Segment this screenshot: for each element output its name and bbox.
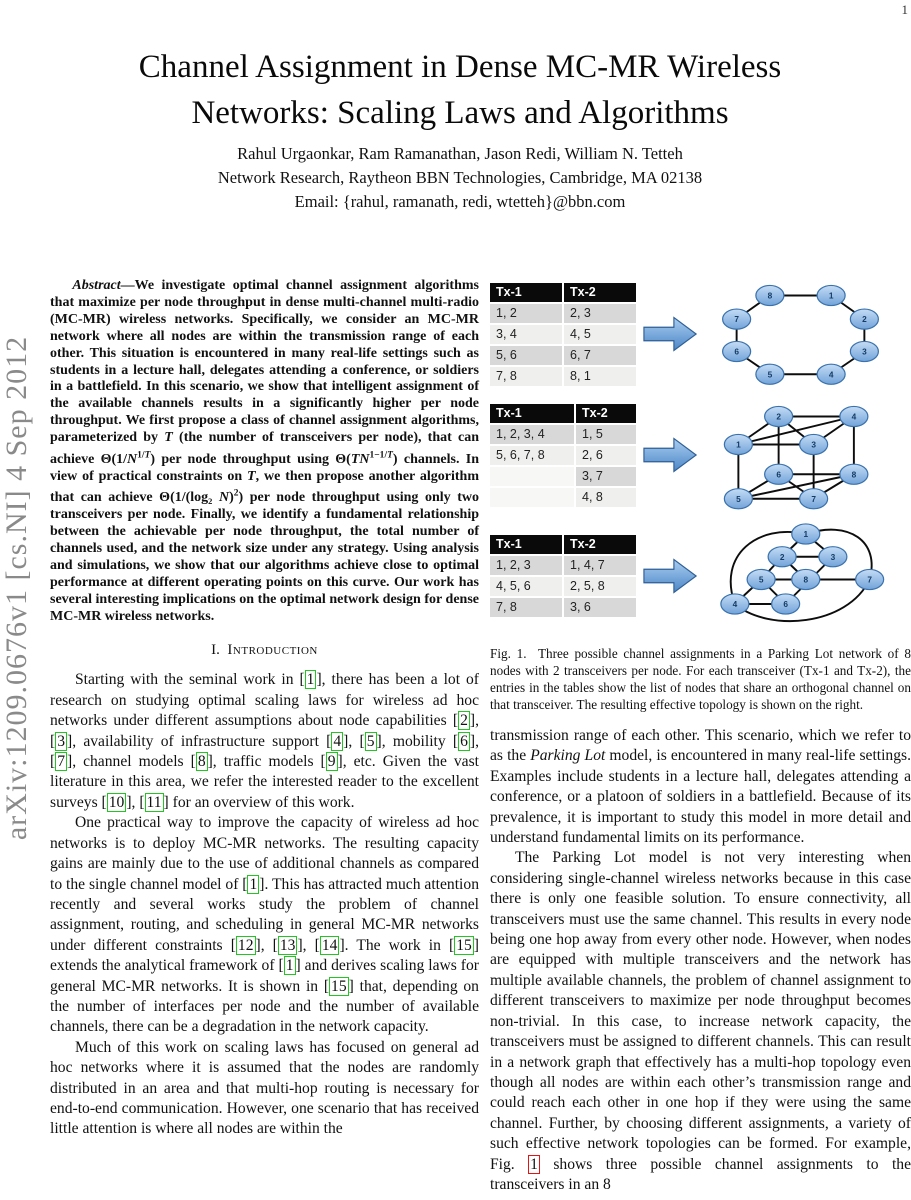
right-column [490,278,911,1195]
graph-node-label: 6 [776,469,781,480]
table-cell: 1, 2 [490,304,562,323]
table-cell: 3, 4 [490,325,562,344]
title-line-1: Channel Assignment in Dense MC-MR Wireless [138,49,782,85]
figure-caption [490,645,911,713]
network-graph-cube [704,399,911,511]
title-line-2: Networks: Scaling Laws and Algorithms [191,95,729,131]
table-cell: 1, 5 [576,425,636,444]
assignment-table-3 [490,535,636,617]
citation-link[interactable]: 14 [321,936,338,954]
figure-link[interactable]: 1 [530,1155,538,1173]
section-heading: I. Introduction [211,642,318,659]
table-cell: 5, 6 [490,346,562,365]
graph-node-label: 7 [734,314,739,325]
graph-node-label: 4 [828,369,834,380]
citation-link[interactable]: 5 [366,732,375,750]
arxiv-watermark: arXiv:1209.0676v1 [cs.NI] 4 Sep 2012 [0,335,33,841]
citation-link[interactable]: 13 [279,936,296,954]
abstract-label: Abstract [72,278,121,293]
abstract [50,278,479,625]
figure-caption-text: Three possible channel assignments in a Parking Lot network of 8 nodes with 2 transceivers per node. For each transceiver (Tx-1 and Tx-2), the entries in the tables show the list of nodes that share an orthogonal channel on that transceiver. The resulting effective topology is shown on the right. [490,646,911,712]
table-header-cell: Tx-1 [490,283,562,302]
graph-node-label: 8 [767,290,773,301]
table-cell: 3, 6 [564,598,636,617]
arrow-icon [642,433,700,477]
citation-link[interactable]: 12 [237,936,254,954]
table-cell: 7, 8 [490,598,562,617]
table-cell: 6, 7 [564,346,636,365]
paragraph: Starting with the seminal work in [ 1 ], there has been a lot of research on studying optimal scaling laws for wireless ad hoc networks under different assumptions about node capabilities [ 2 ], [ 3 ], availability of infrastructure support [ 4 ], [ 5 ], mobility [ 6 ], [ 7 ], channel models [ 8 ], traffic models [ 9 ], etc. Given the vast literature in this area, we refer the interested reader to the excellent surveys [ 10 ], [ 11 ] for an overview of this work. [50,671,479,811]
email-line: Email: {rahul, ramanath, redi, wtetteh}@bbn.com [294,192,626,211]
affiliation-line: Network Research, Raytheon BBN Technologies, Cambridge, MA 02138 [217,168,703,187]
paragraph: One practical way to improve the capacity of wireless ad hoc networks is to deploy MC-MR networks. The resulting capacity gains are mainly due to the use of additional channels as compared to the single channel model of [ 1 ]. This has attracted much attention recently and several works study the problem of channel assignment, routing, and scheduling in general MC-MR networks under different constraints [ 12 ], [ 13 ], [ 14 ]. The work in [ 15 ] extends the analytical framework of [ 1 ] and derives scaling laws for general MC-MR networks. It is shown in [ 15 ] that, depending on the number of interfaces per node and the number of available channels, there can be a degradation in the network capacity. [50,814,479,1036]
graph-node-label: 6 [734,346,739,357]
citation-link[interactable]: 9 [327,753,336,771]
graph-node-label: 3 [811,439,816,450]
network-graph-mixed [704,520,911,632]
table-cell: 3, 7 [576,467,636,486]
table-cell: 4, 5, 6 [490,577,562,596]
citation-link[interactable]: 15 [456,936,472,954]
table-cell: 1, 2, 3, 4 [490,425,574,444]
graph-node-label: 5 [736,493,741,504]
authors-line: Rahul Urgaonkar, Ram Ramanathan, Jason Redi, William N. Tetteh [237,144,683,163]
paragraph: Much of this work on scaling laws has focused on general ad hoc networks where it is assumed that the nodes are randomly distributed in an area and that multi-hop routing is necessary for end-to-end communication. However, one scenario that has received little attention is where all nodes are within the [50,1038,479,1138]
graph-node-label: 8 [803,574,809,585]
table-cell: 5, 6, 7, 8 [490,446,574,465]
citation-link[interactable]: 3 [57,732,65,750]
graph-node-label: 5 [758,574,764,585]
figure-row-cube [490,399,911,511]
citation-link[interactable]: 6 [460,732,468,750]
table-cell [490,488,574,507]
citation-link[interactable]: 4 [333,732,342,750]
graph-node-label: 1 [736,439,741,450]
table-cell: 7, 8 [490,367,562,386]
graph-node-label: 7 [867,574,872,585]
graph-node-label: 3 [830,551,836,562]
table-header-cell: Tx-2 [564,535,636,554]
table-cell: 8, 1 [564,367,636,386]
graph-node-label: 2 [779,551,785,562]
table-cell: 1, 2, 3 [490,556,562,575]
author-block [40,142,880,214]
citation-link[interactable]: 2 [460,712,468,730]
table-header-cell: Tx-2 [564,283,636,302]
arrow-icon [642,554,700,598]
table-cell: 4, 8 [576,488,636,507]
assignment-table-2 [490,404,636,507]
graph-node-label: 5 [767,369,773,380]
citation-link[interactable]: 8 [197,753,206,771]
graph-node-label: 4 [851,411,857,422]
table-cell: 2, 3 [564,304,636,323]
table-cell: 1, 4, 7 [564,556,636,575]
citation-link[interactable]: 1 [306,671,315,689]
network-graph-ring [704,278,911,390]
figure-row-mixed [490,520,911,632]
graph-node-label: 6 [783,599,788,610]
table-header-cell: Tx-2 [576,404,636,423]
page-number: 1 [901,2,908,17]
arrow-icon [642,312,700,356]
figure-caption-label: Fig. 1. [490,646,527,661]
paragraph: transmission range of each other. This scenario, which we refer to as the Parking Lot model, is encountered in many real-life settings. Examples include students in a lecture hall, delegates attending a conference, or a platoon of soldiers in a battlefield. Because of its prevalence, it is important to study this model in more detail and understand fundamental limits on its performance. [490,727,911,847]
graph-node-label: 1 [803,529,809,540]
citation-link[interactable]: 11 [146,793,162,811]
table-cell: 2, 6 [576,446,636,465]
citation-link[interactable]: 7 [57,753,65,771]
paper-title [40,44,880,136]
table-cell [490,467,574,486]
graph-node-label: 2 [776,411,781,422]
assignment-table-1 [490,283,636,386]
table-cell: 2, 5, 8 [564,577,636,596]
citation-link[interactable]: 1 [249,875,258,893]
paragraph: The Parking Lot model is not very interesting when considering single-channel wireless networks because in this case there is only one feasible solution. To ensure connectivity, all transceivers must use the same channel. This results in every node being one hop away from every other node. However, when nodes are equipped with multiple transceivers and the network has multiple available channels, the problem of channel assignment to different transceivers to maximize per node throughput becomes non-trivial. In this case, to increase network capacity, the transceivers must be assigned to different channels. This can result in a network graph that effectively has a multi-hop topology even though all nodes are within each other’s transmission range and could reach each other in one hop if they were using the same channel. Further, by choosing different assignments, a variety of such effective network topologies can be formed. For example, Fig. 1 shows three possible channel assignments to the transceivers in an 8 [490,849,911,1193]
graph-node-label: 2 [862,314,867,325]
graph-node-label: 4 [732,599,738,610]
citation-link[interactable]: 10 [108,793,125,811]
table-header-cell: Tx-1 [490,404,574,423]
figure-1 [490,278,911,713]
section-title: Introduction [227,642,318,659]
left-column [50,278,479,1140]
graph-node-label: 3 [862,346,867,357]
abstract-text: —We investigate optimal channel assignment algorithms that maximize per node throughput in dense multi-channel multi-radio (MC-MR) wireless networks. Specifically, we consider an MC-MR network where all nodes are within the transmission range of each other. This situation is encountered in many real-life settings such as students in a lecture hall, delegates attending a conference, or soldiers in a battlefield. In this scenario, we show that intelligent assignment of the available channels results in a significantly higher per node throughput. We first propose a class of channel assignment algorithms, parameterized by T (the number of transceivers per node), that can achieve $\Theta(1/N^{1/T})$ per node throughput using $\Theta(TN^{1-1/T})$ channels. In view of practical constraints on T, we then propose another algorithm that can achieve Θ(1/(log₂ N)$^2$) per node throughput using only two transceivers per node. Finally, we identify a fundamental relationship between the achievable per node throughput, the total number of channels used, and the network size under any strategy. Using analysis and simulations, we show that our algorithms achieve close to optimal performance at different operating points on this curve. Our work has several interesting implications on the optimal network design for dense MC-MR wireless networks. [50,278,479,624]
figure-row-ring [490,278,911,390]
graph-node-label: 8 [851,469,857,480]
citation-link[interactable]: 1 [285,957,294,975]
graph-node-label: 7 [811,493,816,504]
table-header-cell: Tx-1 [490,535,562,554]
graph-node-label: 1 [828,290,834,301]
right-column-body [490,726,911,1195]
citation-link[interactable]: 15 [331,977,347,995]
table-cell: 4, 5 [564,325,636,344]
